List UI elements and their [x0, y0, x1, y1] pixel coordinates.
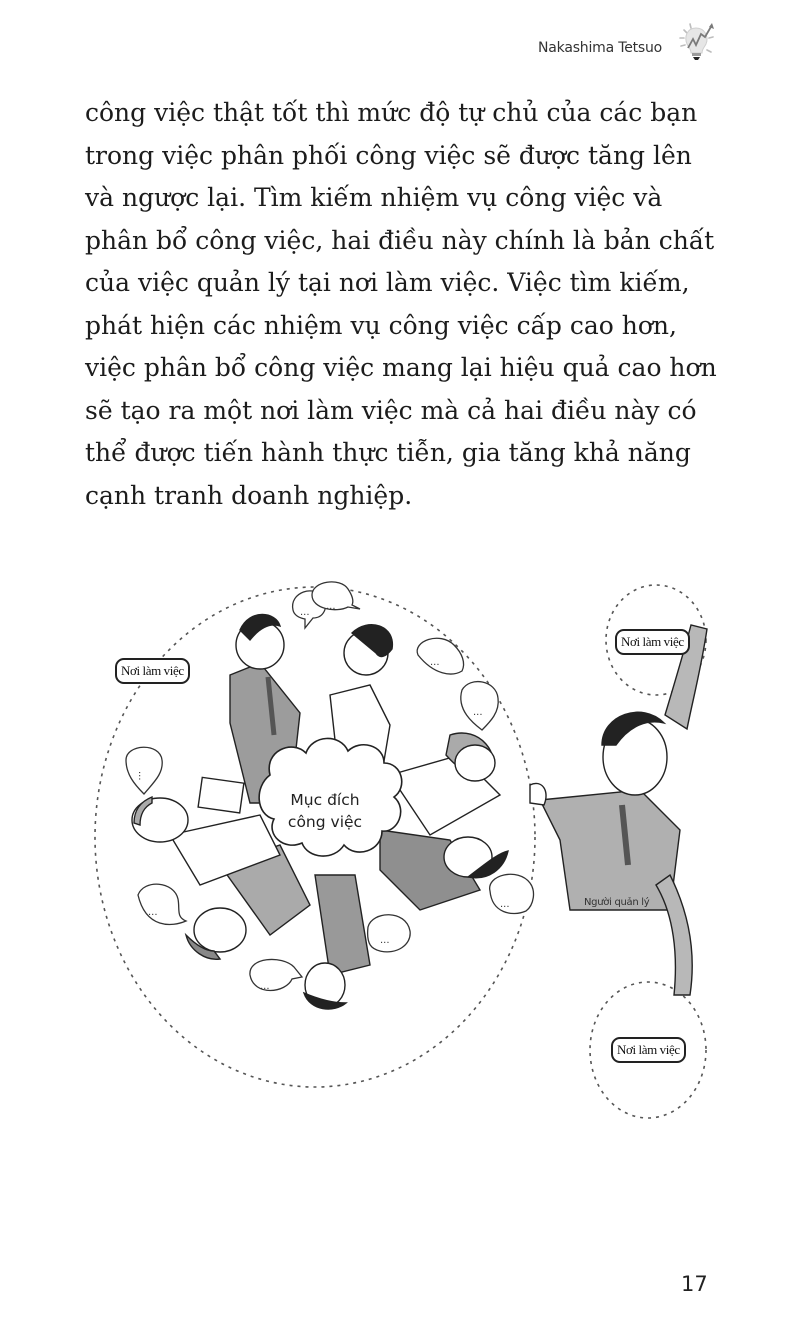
body-line: và ngược lại. Tìm kiếm nhiệm vụ công việc và	[85, 183, 663, 212]
goal-cloud-line-2: công việc	[287, 813, 363, 831]
svg-text:...: ...	[260, 981, 270, 992]
speech-bubble-icon	[250, 959, 302, 990]
svg-text:...: ...	[430, 657, 440, 668]
lightbulb-growth-icon	[676, 20, 720, 64]
speech-bubble-icon	[417, 638, 463, 674]
manager-caption: Người quản lý	[584, 897, 650, 908]
svg-text:...: ...	[326, 601, 336, 612]
svg-text:...: ...	[500, 899, 510, 910]
body-line: thể được tiến hành thực tiễn, gia tăng khả năng	[85, 438, 691, 467]
body-line: trong việc phân phối công việc sẽ được tăng lên	[85, 140, 692, 170]
svg-text:...: ...	[136, 771, 147, 781]
svg-text:...: ...	[380, 935, 390, 946]
body-line: sẽ tạo ra một nơi làm việc mà cả hai điều này có	[85, 395, 697, 425]
bottom-right-workplace-label: Nơi làm việc	[611, 1037, 686, 1063]
page-number: 17	[681, 1272, 708, 1296]
svg-text:...: ...	[148, 907, 158, 918]
top-right-workplace-label: Nơi làm việc	[615, 629, 690, 655]
body-line: phát hiện các nhiệm vụ công việc cấp cao hơn,	[85, 310, 677, 340]
speech-bubble-icon	[461, 682, 498, 730]
body-paragraph	[85, 92, 717, 517]
goal-cloud-label	[250, 789, 400, 833]
running-header	[538, 28, 720, 68]
speech-bubble-icon	[368, 915, 411, 952]
body-line: công việc thật tốt thì mức độ tự chủ của các bạn	[85, 98, 698, 127]
speech-bubble-icon	[138, 884, 186, 924]
header-author: Nakashima Tetsuo	[538, 40, 663, 56]
body-line: việc phân bổ công việc mang lại hiệu quả cao hơn	[85, 353, 717, 382]
goal-cloud-line-1: Mục đích	[290, 791, 360, 809]
body-line: của việc quản lý tại nơi làm việc. Việc tìm kiếm,	[85, 268, 690, 297]
workplace-illustration	[90, 575, 750, 1135]
main-workplace-label: Nơi làm việc	[115, 658, 190, 684]
svg-text:...: ...	[473, 707, 483, 718]
speech-bubble-icon	[312, 582, 360, 610]
speech-bubble-icon	[490, 874, 534, 913]
body-line: phân bổ công việc, hai điều này chính là bản chất	[85, 225, 715, 255]
svg-text:...: ...	[300, 607, 310, 618]
body-line: cạnh tranh doanh nghiệp.	[85, 480, 413, 510]
